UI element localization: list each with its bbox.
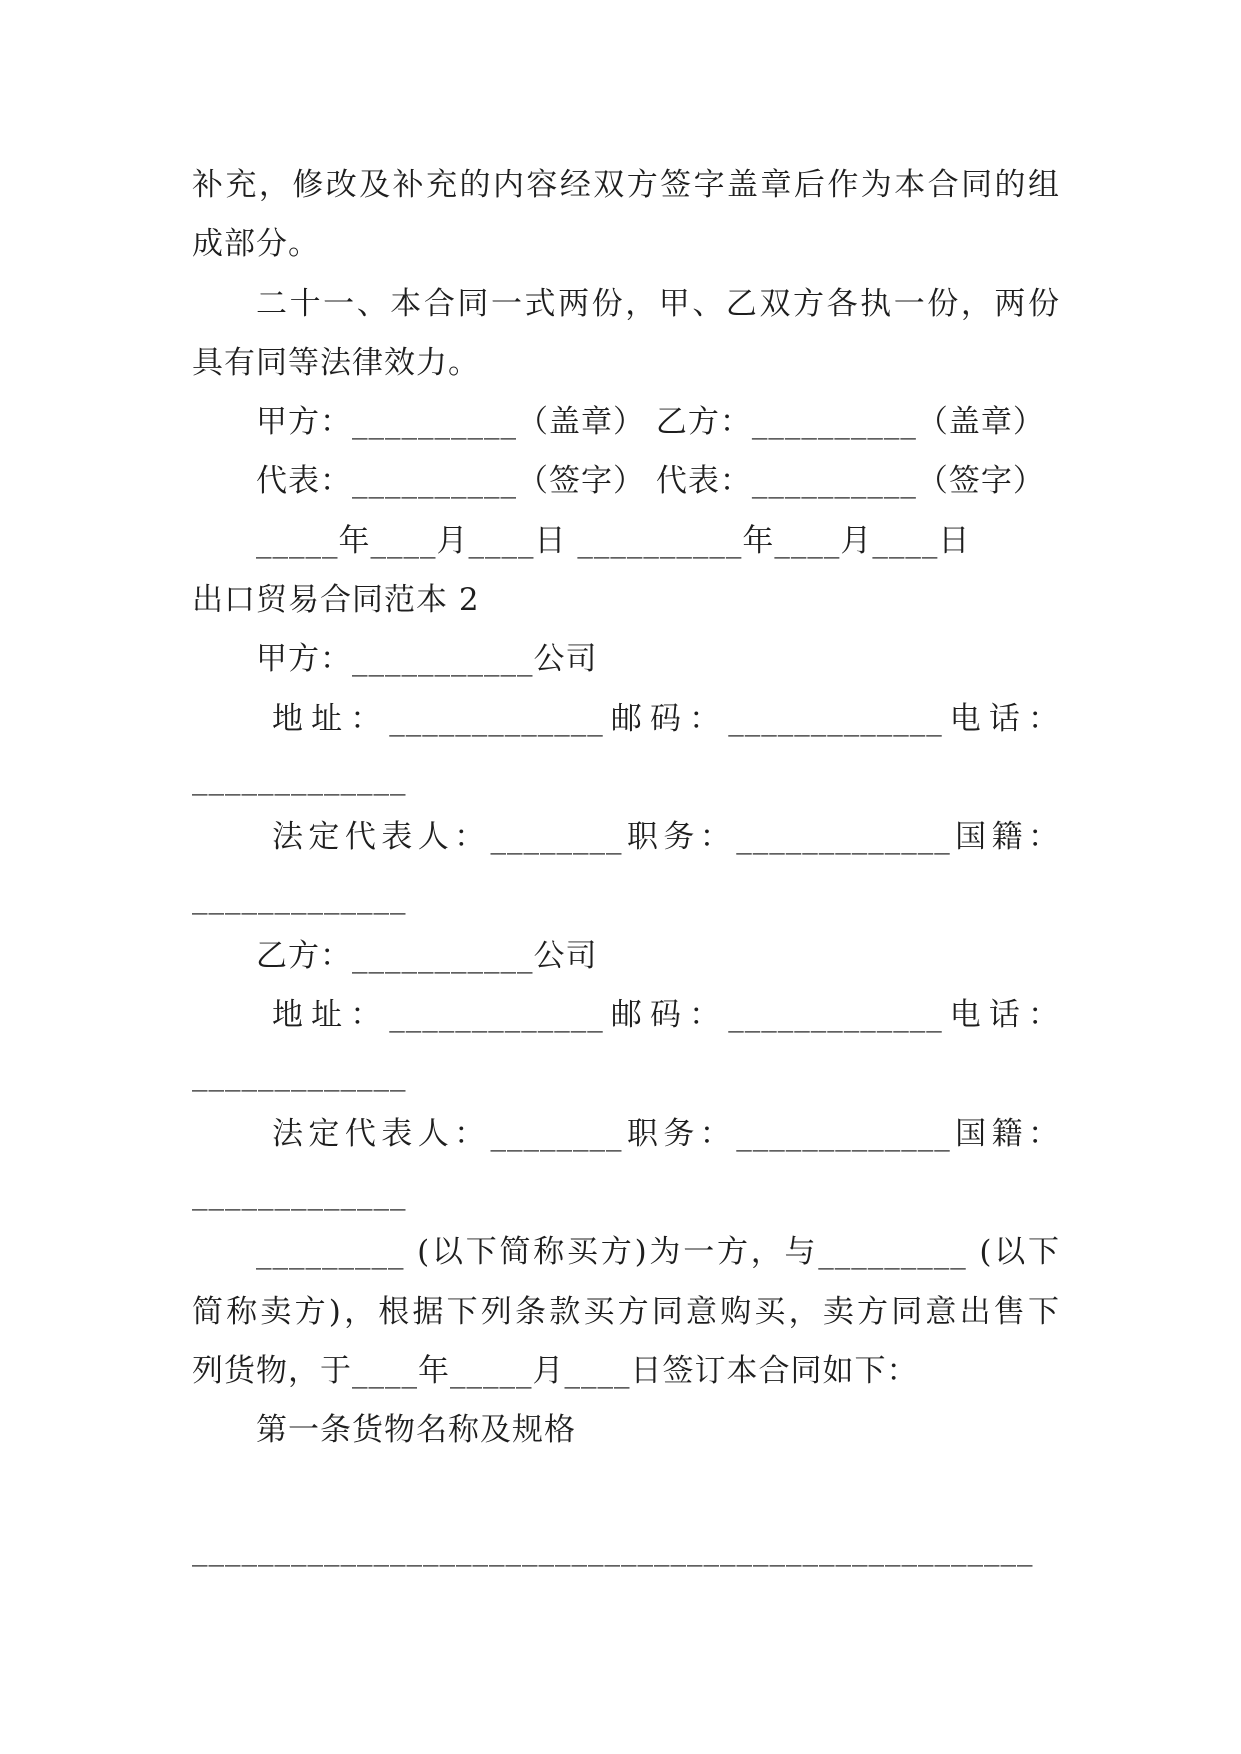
party-a-phone-blank: _____________ [192,759,407,796]
contract-2-title: 出口贸易合同范本 2 [192,582,480,619]
article-1-heading: 第一条货物名称及规格 [256,1412,576,1449]
party-b-legal-rep-line: 法定代表人：________职务：_____________国籍： [272,1115,1060,1152]
article-1-blank-line: ___________________________________________________ [192,1530,1034,1567]
clause-21-line-1: 二十一、本合同一式两份，甲、乙双方各执一份，两份 [256,285,1060,322]
blank-spacer [0,1461,1241,1520]
party-a-company-line: 甲方：___________公司 [256,641,598,678]
seal-line: 甲方：__________（盖章） 乙方：__________（盖章） [256,404,1045,441]
preamble-line-2: 简称卖方)，根据下列条款买方同意购买，卖方同意出售下 [192,1293,1060,1330]
party-b-phone-blank: _____________ [192,1056,407,1093]
representative-signature-line: 代表：__________（签字） 代表：__________（签字） [256,463,1045,500]
preamble-line-1: _________ (以下简称买方)为一方，与_________ (以下 [256,1234,1060,1271]
clause-21-line-2: 具有同等法律效力。 [192,344,480,381]
party-b-address-line: 地址：_____________邮码：_____________电话： [272,997,1060,1034]
clause-20-tail-line-2: 成部分。 [192,226,320,263]
clause-20-tail-line-1: 补充，修改及补充的内容经双方签字盖章后作为本合同的组 [192,167,1060,203]
party-b-nationality-blank: _____________ [192,1175,407,1212]
party-a-address-line: 地址：_____________邮码：_____________电话： [272,700,1060,737]
signing-date-line: _____年____月____日 __________年____月____日 [256,522,971,559]
party-a-legal-rep-line: 法定代表人：________职务：_____________国籍： [272,819,1060,856]
preamble-line-3: 列货物，于____年_____月____日签订本合同如下： [192,1352,919,1389]
party-a-nationality-blank: _____________ [192,878,407,915]
party-b-company-line: 乙方：___________公司 [256,937,598,974]
